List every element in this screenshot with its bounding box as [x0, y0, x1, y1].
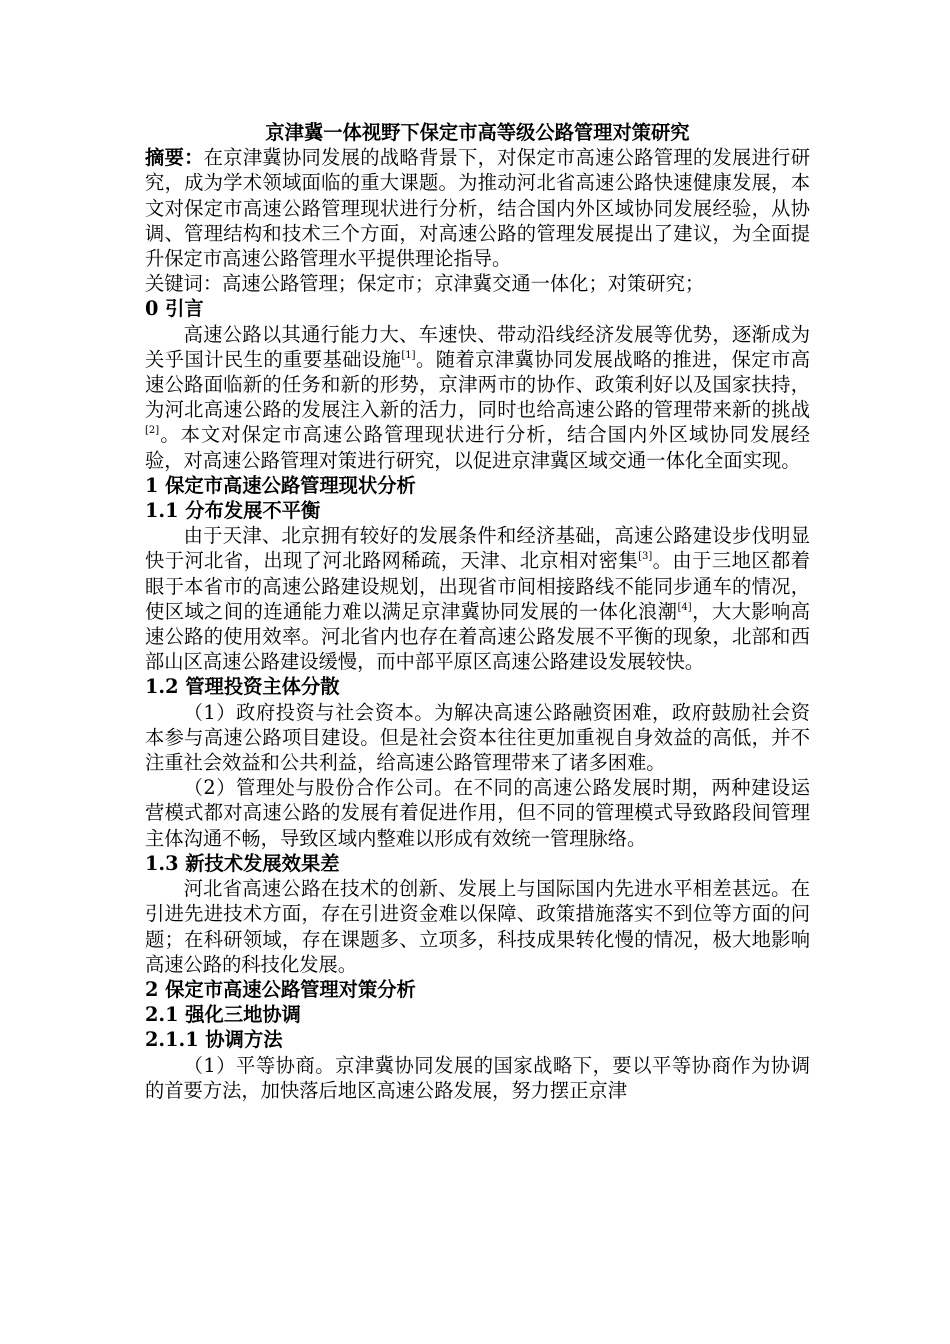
intro-text-a: 高速公路以其通行能力大、车速快、带动沿线经济发展等优势，逐渐成为关乎国计民生的重要基础设施 — [145, 322, 810, 371]
abstract-text: 在京津冀协同发展的战略背景下，对保定市高速公路管理的发展进行研究，成为学术领域面临的重大课题。为推动河北省高速公路快速健康发展，本文对保定市高速公路管理现状进行分析，结合国内外区域协同发展经验，从协调、管理结构和技术三个方面，对高速公路的管理发展提出了建议，为全面提升保定市高速公路管理水平提供理论指导。 — [145, 146, 810, 271]
abstract-label: 摘要： — [145, 146, 204, 170]
intro-text-b: 。随着京津冀协同发展战略的推进，保定市高速公路面临新的任务和新的形势，京津两市的协作、政策利好以及国家扶持，为河北高速公路的发展注入新的活力，同时也给高速公路的管理带来新的挑战 — [145, 347, 811, 422]
paragraph-1-1 — [145, 523, 810, 674]
intro-text-c: 。本文对保定市高速公路管理现状进行分析，结合国内外区域协同发展经验，对高速公路管理对策进行研究，以促进京津冀区域交通一体化全面实现。 — [145, 423, 810, 472]
citation-2: [2] — [145, 425, 160, 437]
paragraph-1-1-a: 由于天津、北京拥有较好的发展条件和经济基础，高速公路建设步伐明显快于河北省，出现了河北路网稀疏，天津、北京相对密集 — [145, 524, 810, 573]
paragraph-1-2-1: （1）政府投资与社会资本。为解决高速公路融资困难，政府鼓励社会资本参与高速公路项目建设。但是社会资本往往更加重视自身效益的高低，并不注重社会效益和公共利益，给高速公路管理带来了诸多困难。 — [145, 700, 810, 775]
section-heading-2: 2 保定市高速公路管理对策分析 — [145, 977, 416, 1001]
citation-3: [3] — [638, 551, 653, 563]
paper-page — [145, 120, 810, 1103]
paragraph-2-1-1: （1）平等协商。京津冀协同发展的国家战略下，要以平等协商作为协调的首要方法，加快落后地区高速公路发展，努力摆正京津 — [145, 1053, 810, 1102]
subsection-heading-1-1: 1.1 分布发展不平衡 — [145, 499, 321, 523]
subsection-heading-1-2: 1.2 管理投资主体分散 — [145, 675, 340, 699]
subsection-heading-1-3: 1.3 新技术发展效果差 — [145, 851, 340, 875]
abstract — [145, 145, 810, 271]
paragraph-1-1-b: 。由于三地区都着眼于本省市的高速公路建设规划，出现省市间相接路线不能同步通车的情况，使区域之间的连通能力难以满足京津冀协同发展的一体化浪潮 — [145, 549, 811, 623]
citation-1: [1] — [401, 349, 416, 361]
subsection-heading-2-1: 2.1 强化三地协调 — [145, 1003, 301, 1027]
citation-4: [4] — [677, 601, 692, 613]
intro-paragraph — [145, 322, 810, 473]
section-heading-0: 0 引言 — [145, 297, 204, 321]
paper-title: 京津冀一体视野下保定市高等级公路管理对策研究 — [265, 121, 690, 144]
subsection-heading-2-1-1: 2.1.1 协调方法 — [145, 1028, 283, 1052]
section-heading-1: 1 保定市高速公路管理现状分析 — [145, 473, 416, 497]
paragraph-1-3: 河北省高速公路在技术的创新、发展上与国际国内先进水平相差甚远。在引进先进技术方面，存在引进资金难以保障、政策措施落实不到位等方面的问题；在科研领域，存在课题多、立项多，科技成果转化慢的情况，极大地影响高速公路的科技化发展。 — [145, 877, 810, 976]
paragraph-1-2-2: （2）管理处与股份合作公司。在不同的高速公路发展时期，两种建设运营模式都对高速公路的发展有着促进作用，但不同的管理模式导致路段间管理主体沟通不畅，导致区域内整难以形成有效统一管理脉络。 — [145, 776, 810, 850]
keywords: 关键词：高速公路管理；保定市；京津冀交通一体化；对策研究； — [145, 272, 705, 296]
paragraph-1-1-c: ，大大影响高速公路的使用效率。河北省内也存在着高速公路发展不平衡的现象，北部和西部山区高速公路建设缓慢，而中部平原区高速公路建设发展较快。 — [145, 599, 811, 674]
